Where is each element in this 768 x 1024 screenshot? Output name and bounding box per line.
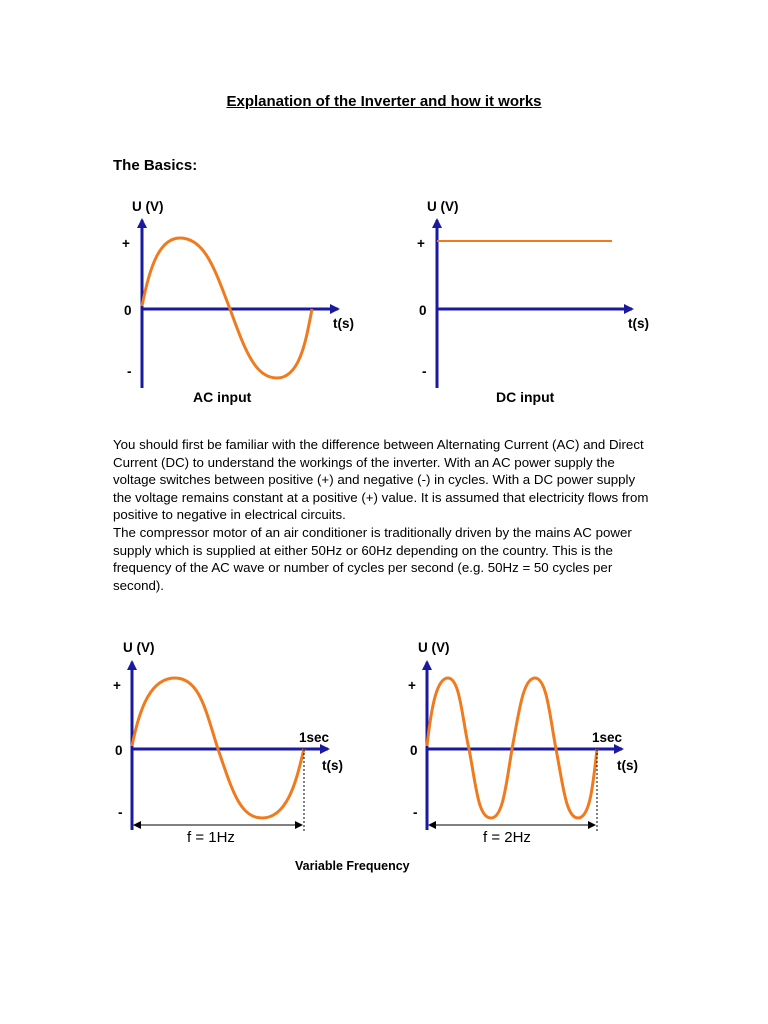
- graph-1hz: [113, 640, 343, 846]
- paragraph-compressor: The compressor motor of an air conditioner is traditionally driven by the mains AC power supply which is supplied at either 50Hz or 60Hz depending on the country. This is the frequency of the AC wave or number of cycles per second (e.g. 50Hz = 50 cycles per second).: [113, 524, 632, 593]
- y-axis-label: U (V): [418, 640, 450, 655]
- freq-1hz-label: f = 1Hz: [187, 829, 235, 846]
- ac-input-graph: [122, 199, 354, 405]
- dc-input-graph: [417, 199, 649, 405]
- freq-2hz-label: f = 2Hz: [483, 829, 531, 846]
- y-axis-label: U (V): [132, 199, 164, 214]
- plus-label: +: [122, 236, 130, 251]
- zero-label: 0: [410, 743, 418, 758]
- document-title-text: Explanation of the Inverter and how it works: [226, 93, 542, 110]
- ac-caption: AC input: [193, 389, 252, 405]
- one-sec-label: 1sec: [299, 730, 330, 745]
- x-axis-label: t(s): [617, 758, 638, 773]
- section-heading: The Basics:: [113, 157, 198, 174]
- x-axis-label: t(s): [333, 316, 354, 331]
- minus-label: -: [127, 364, 132, 379]
- zero-label: 0: [115, 743, 123, 758]
- plus-label: +: [417, 236, 425, 251]
- zero-label: 0: [419, 303, 427, 318]
- plus-label: +: [408, 678, 416, 693]
- dc-caption: DC input: [496, 389, 555, 405]
- y-axis-label: U (V): [427, 199, 459, 214]
- x-axis-label: t(s): [322, 758, 343, 773]
- one-sec-label: 1sec: [592, 730, 623, 745]
- paragraph-ac-dc: You should first be familiar with the difference between Alternating Current (AC) and Direct Current (DC) to understand the workings of the inverter. With an AC power supply the voltage switches between positive (+) and negative (-) in cycles. With a DC power supply the voltage remains constant at a positive (+) value. It is assumed that electricity flows from positive to negative in electrical circuits.: [113, 437, 649, 523]
- minus-label: -: [118, 805, 123, 820]
- plus-label: +: [113, 678, 121, 693]
- minus-label: -: [422, 364, 427, 379]
- variable-frequency-caption: Variable Frequency: [295, 859, 410, 873]
- y-axis-label: U (V): [123, 640, 155, 655]
- graph-2hz: [408, 640, 638, 846]
- minus-label: -: [413, 805, 418, 820]
- zero-label: 0: [124, 303, 132, 318]
- x-axis-label: t(s): [628, 316, 649, 331]
